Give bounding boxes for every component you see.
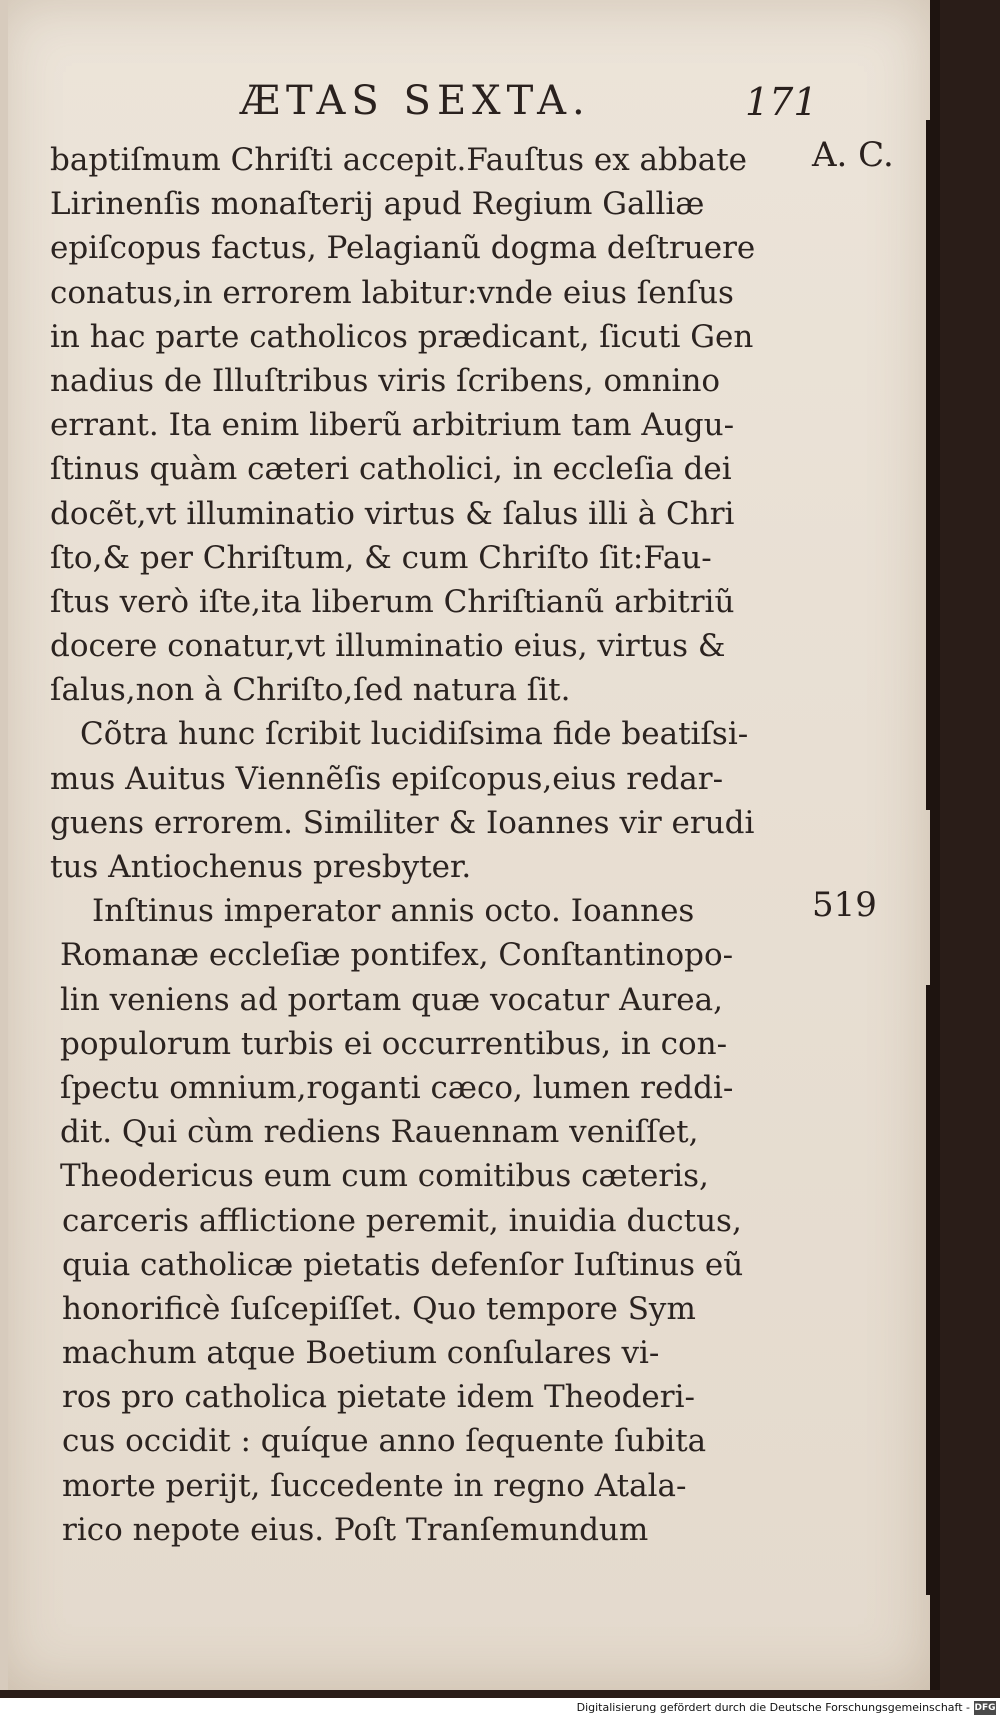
text-line: Theodericus eum cum comitibus cæteris,	[60, 1158, 709, 1195]
text-line: honorificè ſuſcepiſſet. Quo tempore Sym	[62, 1290, 696, 1327]
margin-era-note: A. C.	[812, 135, 894, 175]
text-line: cus occidit : quíque anno ſequente ſubita	[62, 1423, 707, 1460]
running-title: ÆTAS SEXTA.	[240, 78, 591, 124]
text-line: carceris afflictione peremit, inuidia ductus,	[62, 1202, 742, 1239]
text-line: tus Antiochenus presbyter.	[50, 849, 472, 885]
text-line: baptiſmum Chriſti accepit.Fauſtus ex abbate	[50, 142, 748, 178]
text-line: dit. Qui cùm rediens Rauennam veniſſet,	[60, 1114, 699, 1151]
body-text	[50, 138, 812, 1552]
footer-credit: Digitalisierung gefördert durch die Deutsche Forschungsgemeinschaft -	[576, 1701, 970, 1714]
text-line: Cõtra hunc ſcribit lucidiſsima fide beatiſsi-	[80, 716, 749, 753]
text-line: docẽt,vt illuminatio virtus & ſalus illi à Chri	[50, 495, 735, 532]
text-line: quia catholicæ pietatis defenſor Iuſtinus eũ	[62, 1246, 744, 1283]
text-line: nadius de Illuſtribus viris ſcribens, omnino	[50, 362, 721, 399]
text-line: ſalus,non à Chriſto,ſed natura ſit.	[50, 672, 571, 709]
text-line: rico nepote eius. Poſt Tranſemundum	[62, 1511, 649, 1548]
text-line: conatus,in errorem labitur:vnde eius ſenſus	[50, 274, 734, 311]
text-line: ros pro catholica pietate idem Theoderi-	[62, 1379, 695, 1416]
text-line: errant. Ita enim liberũ arbitrium tam Augu-	[50, 407, 735, 444]
text-line: Lirinenſis monaſterij apud Regium Galliæ	[50, 186, 705, 223]
margin-year-note: 519	[812, 885, 877, 925]
text-line: epiſcopus factus, Pelagianũ dogma deſtruere	[50, 230, 756, 267]
digitization-footer	[0, 1698, 1000, 1720]
text-line: ſto,& per Chriſtum, & cum Chriſto ſit:Fau-	[50, 539, 712, 576]
right-margin-rule-upper	[926, 120, 930, 810]
dfg-logo-icon: DFG	[974, 1703, 996, 1713]
right-margin-rule-lower	[926, 985, 930, 1595]
text-line: lin veniens ad portam quæ vocatur Aurea,	[60, 981, 723, 1018]
text-line: Inſtinus imperator annis octo. Ioannes	[92, 893, 695, 930]
text-line: guens errorem. Similiter & Ioannes vir erudi	[50, 804, 755, 841]
text-line: machum atque Boetium conſulares vi-	[62, 1335, 660, 1372]
text-line: ſpectu omnium,roganti cæco, lumen reddi-	[60, 1069, 734, 1106]
text-line: populorum turbis ei occurrentibus, in con-	[60, 1025, 728, 1062]
text-line: docere conatur,vt illuminatio eius, virtus &	[50, 628, 726, 665]
text-line: ſtus verò iſte,ita liberum Chriſtianũ arbitriũ	[50, 583, 735, 620]
text-line: in hac parte catholicos prædicant, ſicuti Gen	[50, 318, 754, 355]
text-line: mus Auitus Viennẽſis epiſcopus,eius redar-	[50, 760, 724, 797]
text-line: Romanæ eccleſiæ pontifex, Conſtantinopo-	[60, 937, 734, 974]
page-edge	[0, 0, 8, 1690]
folio-number: 171	[745, 80, 818, 124]
text-line: morte perijt, ſuccedente in regno Atala-	[62, 1467, 687, 1504]
text-line: ſtinus quàm cæteri catholici, in eccleſia dei	[50, 451, 732, 488]
